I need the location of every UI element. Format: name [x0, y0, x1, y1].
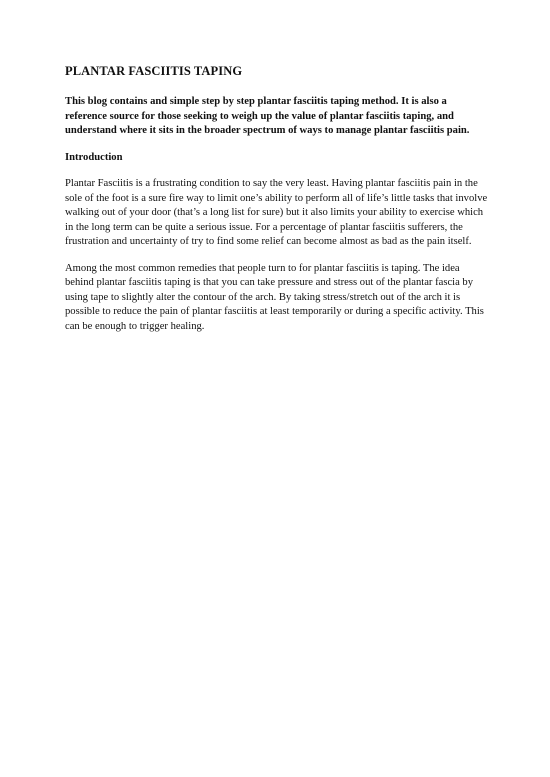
document-title: PLANTAR FASCIITIS TAPING [65, 64, 243, 78]
section-heading-introduction: Introduction [65, 151, 123, 163]
body-paragraph-2: Among the most common remedies that people turn to for plantar fasciitis is taping. The idea behind plantar fasciitis taping is that you can take pressure and stress out of the plantar fascia by using tape to slightly alter the contour of the arch. By taking stress/stretch out of the arch it is possible to reduce the pain of plantar fasciitis at least temporarily or during a specific activity. This can be enough to trigger healing. [65, 262, 484, 332]
body-paragraph-1: Plantar Fasciitis is a frustrating condition to say the very least. Having plantar fasciitis pain in the sole of the foot is a sure fire way to limit one’s ability to perform all of life’s little tasks that involve walking out of your door (that’s a long list for sure) but it also limits your ability to exercise which in the long term can be quite a serious issue. For a percentage of plantar fasciitis sufferers, the frustration and uncertainty of try to find some relief can become almost as bad as the pain itself. [65, 178, 488, 247]
summary-paragraph: This blog contains and simple step by step plantar fasciitis taping method. It is also a reference source for those seeking to weigh up the value of plantar fasciitis taping, and understand where it sits in the broader spectrum of ways to manage plantar fasciitis pain. [65, 96, 470, 136]
